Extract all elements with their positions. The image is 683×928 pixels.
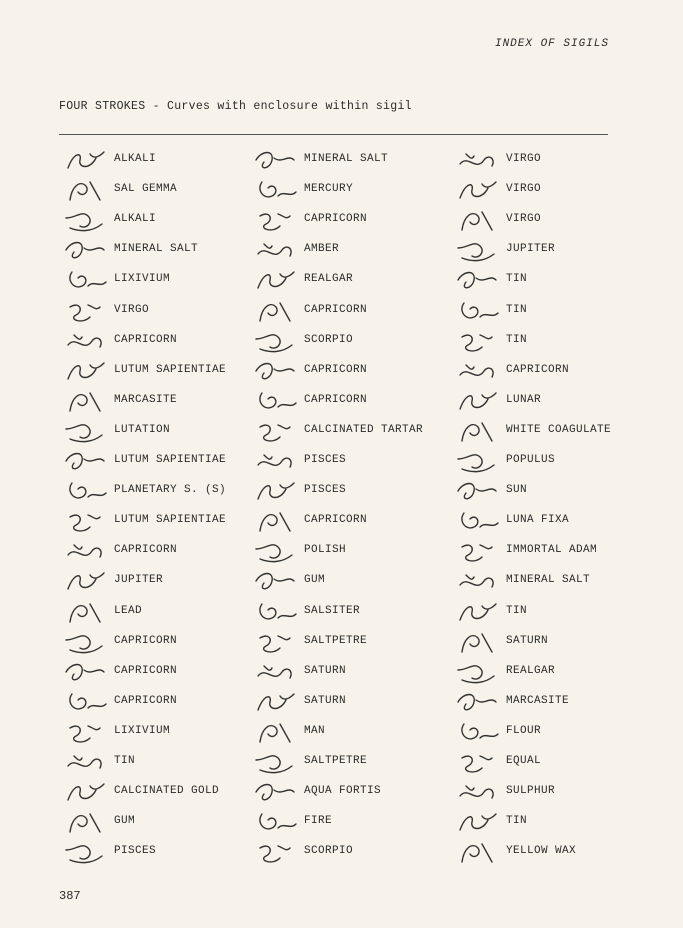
- entry-label: SALTPETRE: [304, 755, 368, 767]
- index-entry: [250, 808, 450, 838]
- sigil-glyph: [250, 357, 300, 387]
- index-entry: [60, 567, 260, 597]
- index-entry: [250, 176, 450, 206]
- entry-label: LUNA FIXA: [506, 514, 570, 527]
- index-entry: [452, 808, 652, 838]
- entry-label: SALSITER: [304, 604, 361, 617]
- index-entry: [452, 357, 652, 387]
- index-entry: [250, 748, 450, 778]
- index-entry: [452, 387, 652, 417]
- index-entry: [250, 537, 450, 567]
- sigil-glyph: [250, 658, 300, 688]
- index-entry: [250, 567, 450, 597]
- index-entry: [452, 628, 652, 658]
- index-entry: [452, 748, 652, 778]
- sigil-glyph: [250, 598, 300, 628]
- sigil-glyph: [60, 146, 110, 176]
- running-title: INDEX OF SIGILS: [494, 38, 609, 50]
- entry-label: CAPRICORN: [304, 303, 368, 316]
- sigil-glyph: [60, 477, 110, 507]
- index-entry: [60, 658, 260, 688]
- sigil-glyph: [250, 537, 300, 567]
- entry-label: AMBER: [304, 243, 340, 256]
- sigil-glyph: [452, 808, 502, 838]
- entry-label: CAPRICORN: [304, 213, 368, 226]
- sigil-glyph: [452, 778, 502, 808]
- entry-label: TIN: [506, 604, 528, 617]
- index-entry: [60, 628, 260, 658]
- entry-label: REALGAR: [304, 273, 354, 286]
- index-entry: [452, 598, 652, 628]
- entry-label: LUTUM SAPIENTIAE: [114, 454, 227, 466]
- index-entry: [60, 447, 260, 477]
- index-entry: [452, 417, 652, 447]
- index-entry: [60, 507, 260, 537]
- sigil-glyph: [250, 417, 300, 447]
- index-entry: [60, 688, 260, 718]
- index-entry: [60, 417, 260, 447]
- sigil-glyph: [250, 327, 300, 357]
- index-entry: [60, 387, 260, 417]
- entry-label: SATURN: [304, 664, 347, 677]
- index-entry: [60, 176, 260, 206]
- index-entry: [250, 146, 450, 176]
- entry-label: TIN: [506, 273, 528, 286]
- index-entry: [60, 808, 260, 838]
- index-entry: [452, 507, 652, 537]
- entry-label: MERCURY: [304, 183, 354, 196]
- section-title: FOUR STROKES - Curves with enclosure within sigil: [59, 100, 412, 113]
- entry-label: TIN: [506, 333, 528, 346]
- entry-label: VIRGO: [114, 303, 150, 316]
- entry-label: VIRGO: [506, 213, 542, 226]
- index-entry: [452, 838, 652, 868]
- index-entry: [60, 598, 260, 628]
- entry-label: REALGAR: [506, 664, 556, 677]
- entry-label: PISCES: [304, 454, 347, 466]
- index-entry: [452, 537, 652, 567]
- sigil-glyph: [60, 447, 110, 477]
- entry-label: CAPRICORN: [114, 634, 178, 647]
- sigil-glyph: [250, 387, 300, 417]
- entry-label: ALKALI: [114, 213, 157, 226]
- entry-label: LUNAR: [506, 393, 542, 406]
- entry-label: EQUAL: [506, 755, 542, 767]
- sigil-glyph: [60, 357, 110, 387]
- index-entry: [452, 236, 652, 266]
- entry-label: SCORPIO: [304, 845, 354, 858]
- index-entry: [60, 748, 260, 778]
- sigil-glyph: [250, 206, 300, 236]
- sigil-glyph: [452, 387, 502, 417]
- sigil-glyph: [60, 748, 110, 778]
- entry-label: CAPRICORN: [114, 544, 178, 557]
- index-entry: [250, 266, 450, 296]
- entry-label: WHITE COAGULATE: [506, 423, 612, 436]
- entry-label: MARCASITE: [506, 694, 570, 707]
- entry-label: VIRGO: [506, 183, 542, 196]
- index-entry: [60, 206, 260, 236]
- entry-label: POPULUS: [506, 454, 556, 466]
- index-entry: [452, 688, 652, 718]
- sigil-glyph: [452, 176, 502, 206]
- index-entry: [250, 658, 450, 688]
- entry-label: IMMORTAL ADAM: [506, 544, 598, 557]
- entry-label: CAPRICORN: [506, 363, 570, 376]
- sigil-glyph: [250, 266, 300, 296]
- index-entry: [452, 297, 652, 327]
- sigil-glyph: [250, 297, 300, 327]
- index-entry: [250, 387, 450, 417]
- entry-label: SALTPETRE: [304, 634, 368, 647]
- entry-label: SATURN: [506, 634, 549, 647]
- index-entry: [250, 838, 450, 868]
- index-entry: [250, 507, 450, 537]
- sigil-glyph: [60, 598, 110, 628]
- sigil-glyph: [60, 628, 110, 658]
- sigil-glyph: [60, 297, 110, 327]
- index-entry: [452, 567, 652, 597]
- index-entry: [60, 778, 260, 808]
- index-entry: [250, 778, 450, 808]
- index-entry: [452, 206, 652, 236]
- index-entry: [452, 266, 652, 296]
- sigil-glyph: [60, 206, 110, 236]
- index-entry: [250, 598, 450, 628]
- index-entry: [60, 537, 260, 567]
- index-entry: [452, 718, 652, 748]
- entry-label: MINERAL SALT: [304, 153, 389, 165]
- index-entry: [60, 357, 260, 387]
- entry-label: LIXIVIUM: [114, 273, 171, 286]
- sigil-glyph: [60, 236, 110, 266]
- page-number: 387: [59, 889, 81, 903]
- entry-label: MARCASITE: [114, 393, 178, 406]
- index-entry: [250, 236, 450, 266]
- sigil-glyph: [60, 838, 110, 868]
- entry-label: GUM: [304, 574, 326, 587]
- index-entry: [452, 327, 652, 357]
- index-entry: [452, 447, 652, 477]
- sigil-glyph: [452, 477, 502, 507]
- index-entry: [250, 477, 450, 507]
- index-entry: [60, 146, 260, 176]
- index-entry: [452, 658, 652, 688]
- index-entry: [452, 477, 652, 507]
- sigil-glyph: [250, 748, 300, 778]
- entry-label: JUPITER: [506, 243, 556, 256]
- entry-label: SAL GEMMA: [114, 183, 178, 196]
- entry-label: VIRGO: [506, 153, 542, 165]
- sigil-glyph: [452, 838, 502, 868]
- entry-label: FLOUR: [506, 724, 542, 737]
- sigil-glyph: [60, 567, 110, 597]
- sigil-glyph: [452, 417, 502, 447]
- index-entry: [60, 477, 260, 507]
- entry-label: JUPITER: [114, 574, 164, 587]
- entry-label: YELLOW WAX: [506, 845, 577, 858]
- sigil-glyph: [250, 808, 300, 838]
- index-entry: [250, 297, 450, 327]
- entry-label: AQUA FORTIS: [304, 785, 382, 798]
- entry-label: LUTUM SAPIENTIAE: [114, 514, 227, 527]
- entry-label: CAPRICORN: [114, 664, 178, 677]
- entry-label: LIXIVIUM: [114, 724, 171, 737]
- sigil-glyph: [452, 327, 502, 357]
- sigil-glyph: [452, 297, 502, 327]
- sigil-glyph: [452, 447, 502, 477]
- sigil-glyph: [60, 688, 110, 718]
- index-entry: [250, 417, 450, 447]
- entry-label: LUTUM SAPIENTIAE: [114, 363, 227, 376]
- entry-label: PISCES: [114, 845, 157, 858]
- sigil-glyph: [250, 838, 300, 868]
- entry-label: TIN: [114, 755, 136, 767]
- sigil-glyph: [452, 658, 502, 688]
- sigil-glyph: [60, 658, 110, 688]
- entry-label: SUN: [506, 484, 528, 497]
- index-entry: [60, 266, 260, 296]
- sigil-glyph: [250, 236, 300, 266]
- entry-label: CAPRICORN: [114, 333, 178, 346]
- entry-label: MAN: [304, 724, 326, 737]
- entry-label: FIRE: [304, 815, 333, 828]
- sigil-glyph: [452, 598, 502, 628]
- section-divider: [59, 134, 608, 135]
- index-entry: [250, 206, 450, 236]
- sigil-glyph: [60, 718, 110, 748]
- index-entry: [60, 236, 260, 266]
- index-entry: [452, 146, 652, 176]
- sigil-glyph: [452, 357, 502, 387]
- sigil-glyph: [250, 688, 300, 718]
- sigil-glyph: [452, 688, 502, 718]
- entry-label: CALCINATED GOLD: [114, 785, 220, 798]
- entry-label: LEAD: [114, 604, 143, 617]
- index-entry: [250, 327, 450, 357]
- entry-label: MINERAL SALT: [506, 574, 591, 587]
- sigil-glyph: [250, 477, 300, 507]
- entry-label: CAPRICORN: [304, 514, 368, 527]
- sigil-glyph: [60, 176, 110, 206]
- index-entry: [250, 718, 450, 748]
- sigil-glyph: [60, 778, 110, 808]
- sigil-glyph: [60, 417, 110, 447]
- sigil-glyph: [250, 146, 300, 176]
- entry-label: TIN: [506, 815, 528, 828]
- sigil-glyph: [60, 266, 110, 296]
- sigil-glyph: [452, 236, 502, 266]
- sigil-glyph: [452, 567, 502, 597]
- index-entry: [60, 718, 260, 748]
- entry-label: POLISH: [304, 544, 347, 557]
- sigil-glyph: [452, 718, 502, 748]
- sigil-glyph: [452, 146, 502, 176]
- sigil-glyph: [60, 537, 110, 567]
- index-entry: [250, 357, 450, 387]
- sigil-glyph: [250, 176, 300, 206]
- entry-label: SULPHUR: [506, 785, 556, 798]
- entry-label: SATURN: [304, 694, 347, 707]
- sigil-glyph: [60, 808, 110, 838]
- sigil-glyph: [452, 266, 502, 296]
- index-entry: [60, 327, 260, 357]
- sigil-glyph: [250, 507, 300, 537]
- index-entry: [250, 688, 450, 718]
- sigil-glyph: [452, 206, 502, 236]
- entry-label: PISCES: [304, 484, 347, 497]
- entry-label: TIN: [506, 303, 528, 316]
- entry-label: ALKALI: [114, 153, 157, 165]
- entry-label: MINERAL SALT: [114, 243, 199, 256]
- sigil-glyph: [250, 778, 300, 808]
- entry-label: CAPRICORN: [304, 363, 368, 376]
- sigil-glyph: [60, 507, 110, 537]
- sigil-glyph: [60, 387, 110, 417]
- index-entry: [60, 838, 260, 868]
- sigil-glyph: [250, 447, 300, 477]
- sigil-glyph: [250, 718, 300, 748]
- sigil-glyph: [250, 628, 300, 658]
- index-entry: [250, 447, 450, 477]
- sigil-glyph: [250, 567, 300, 597]
- sigil-glyph: [452, 748, 502, 778]
- entry-label: PLANETARY S. (S): [114, 484, 227, 497]
- entry-label: SCORPIO: [304, 333, 354, 346]
- entry-label: LUTATION: [114, 423, 171, 436]
- entry-label: CALCINATED TARTAR: [304, 423, 424, 436]
- entry-label: CAPRICORN: [304, 393, 368, 406]
- index-entry: [452, 176, 652, 206]
- sigil-glyph: [60, 327, 110, 357]
- index-entry: [250, 628, 450, 658]
- sigil-glyph: [452, 507, 502, 537]
- sigil-glyph: [452, 628, 502, 658]
- index-entry: [452, 778, 652, 808]
- index-entry: [60, 297, 260, 327]
- sigil-glyph: [452, 537, 502, 567]
- entry-label: CAPRICORN: [114, 694, 178, 707]
- entry-label: GUM: [114, 815, 136, 828]
